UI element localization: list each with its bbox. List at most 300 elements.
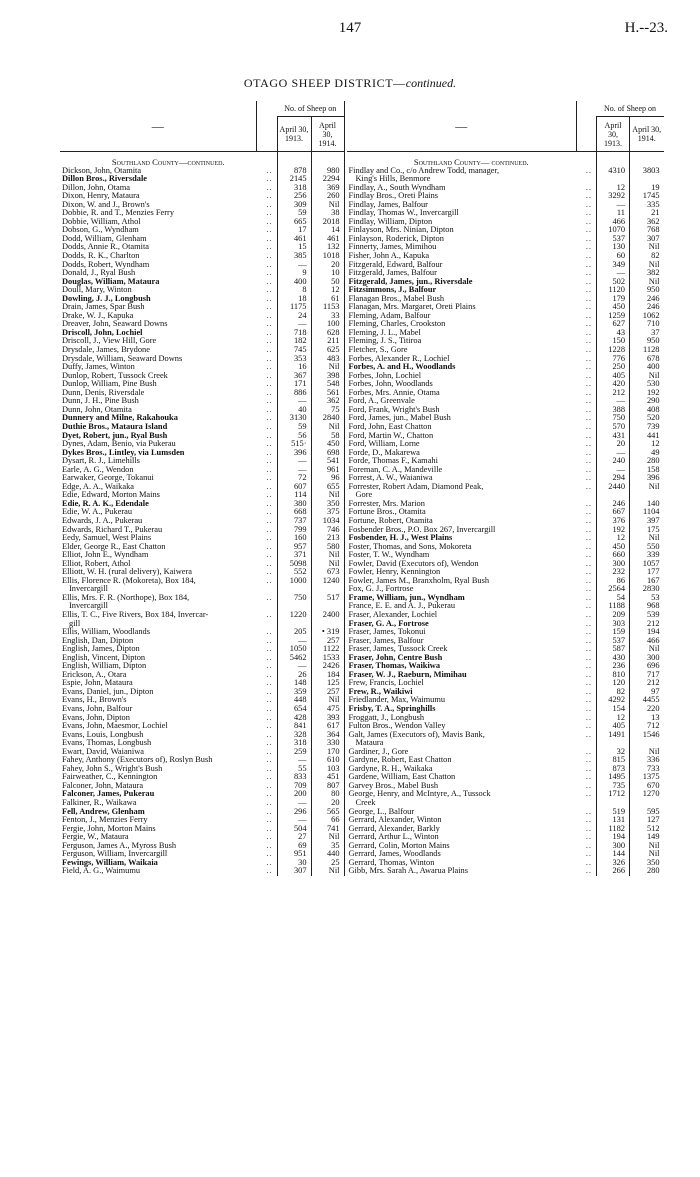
holder-name: Fowler, David (Executors of), Wendon	[348, 559, 479, 568]
leader-dots: ..	[585, 320, 592, 329]
holder-name: English, William, Dipton	[62, 662, 147, 671]
table-row	[60, 389, 344, 398]
table-row	[60, 320, 344, 329]
sheep-1913: 16	[277, 363, 311, 372]
sheep-1914: 1153	[311, 303, 344, 312]
table-row	[347, 286, 664, 295]
sheep-1913: 461	[277, 235, 311, 244]
sheep-1914: 617	[311, 722, 344, 731]
holder-name: Froggatt, J., Longbush	[348, 713, 425, 722]
table-row	[60, 329, 344, 338]
holder-name: Flanagan, Mrs. Margaret, Oreti Plains	[348, 303, 476, 312]
holder-name: Fowler, Henry, Kennington	[348, 568, 441, 577]
leader-dots: ..	[266, 217, 273, 226]
holder-name: Dreaver, John, Seaward Downs	[62, 320, 168, 329]
sheep-1913: 303	[597, 620, 630, 629]
holder-name: Ford, Martin W., Chatton	[348, 431, 434, 440]
sheep-1913: 537	[597, 235, 630, 244]
table-row	[60, 449, 344, 458]
leader-dots: ..	[266, 816, 273, 825]
leader-dots: ..	[266, 713, 273, 722]
table-row	[347, 226, 664, 235]
sheep-1913: 405	[597, 722, 630, 731]
table-row	[60, 816, 344, 825]
leader-dots: ..	[266, 431, 273, 440]
table-row	[347, 167, 664, 176]
leader-dots: ..	[266, 628, 273, 637]
sheep-1913: 799	[277, 526, 311, 535]
holder-name: Fleming, Charles, Crookston	[348, 320, 446, 329]
holder-name: Duffy, James, Winton	[62, 363, 135, 372]
table-row	[347, 705, 664, 714]
table-row	[60, 295, 344, 304]
holder-name: Forrester, Robert Adam, Diamond Peak,	[348, 482, 484, 491]
sheep-1913: 82	[597, 688, 630, 697]
leader-dots: ..	[585, 662, 592, 671]
table-row	[60, 355, 344, 364]
holder-name: Gardyne, Robert, East Chatton	[348, 756, 452, 765]
holder-name: Friedlander, Max, Waimumu	[348, 696, 446, 705]
leader-dots: ..	[585, 773, 592, 782]
sheep-1913: 27	[277, 833, 311, 842]
sheep-1914: • 319	[311, 628, 344, 637]
table-row	[60, 696, 344, 705]
sheep-1913: 502	[597, 278, 630, 287]
table-row	[60, 833, 344, 842]
title-text: OTAGO SHEEP DISTRICT—	[243, 76, 406, 90]
leader-dots: ..	[266, 166, 273, 175]
leader-dots: ..	[585, 371, 592, 380]
holder-name: Garvey Bros., Mabel Bush	[348, 781, 439, 790]
sheep-1914: 300	[630, 654, 664, 663]
sheep-1914: 2426	[311, 662, 344, 671]
table-row	[60, 722, 344, 731]
table-row	[60, 414, 344, 423]
table-row	[347, 303, 664, 312]
table-row	[347, 320, 664, 329]
holder-name: Espie, John, Mataura	[62, 679, 133, 688]
leader-dots: ..	[585, 551, 592, 560]
table-row	[60, 508, 344, 517]
leader-dots	[256, 602, 277, 611]
holder-name: English, Dan, Dipton	[62, 636, 134, 645]
sheep-1914: 746	[311, 526, 344, 535]
leader-dots: ..	[266, 610, 273, 619]
leader-dots: ..	[266, 252, 273, 261]
sheep-1914: 1057	[630, 560, 664, 569]
sheep-1913: 300	[597, 560, 630, 569]
sheep-1914: 461	[311, 235, 344, 244]
sheep-1913: 737	[277, 517, 311, 526]
sheep-1913: 246	[597, 500, 630, 509]
table-row	[347, 560, 664, 569]
sheep-1913: 182	[277, 337, 311, 346]
table-row	[60, 765, 344, 774]
sheep-1914: 375	[311, 508, 344, 517]
table-row	[347, 748, 664, 757]
sheep-1914: 1122	[311, 645, 344, 654]
table-row	[60, 688, 344, 697]
leader-dots: ..	[585, 431, 592, 440]
leader-dots: ..	[266, 474, 273, 483]
sheep-1914: 466	[630, 637, 664, 646]
sheep-1914: 1062	[630, 312, 664, 321]
sheep-1913: 878	[277, 167, 311, 176]
leader-dots: ..	[585, 568, 592, 577]
table-row	[60, 500, 344, 509]
sheep-1914: 212	[630, 679, 664, 688]
sheep-1913: 627	[597, 320, 630, 329]
holder-name: Drysdale, William, Seaward Downs	[62, 354, 183, 363]
sheep-1914: 213	[311, 534, 344, 543]
sheep-1913: 841	[277, 722, 311, 731]
sheep-1914: 807	[311, 782, 344, 791]
sheep-1914	[630, 739, 664, 748]
leader-dots: ..	[266, 850, 273, 859]
holder-name: Fergie, John, Morton Mains	[62, 824, 156, 833]
leader-dots: ..	[266, 508, 273, 517]
leader-dots: ..	[266, 679, 273, 688]
page-reference: H.--23.	[624, 20, 668, 36]
sheep-1913: 735	[597, 782, 630, 791]
sheep-1914: 50	[311, 278, 344, 287]
sheep-1914: 38	[311, 209, 344, 218]
leader-dots: ..	[266, 645, 273, 654]
sheep-1913: —	[277, 320, 311, 329]
sheep-1914: 140	[630, 500, 664, 509]
holder-name: Falconer, John, Mataura	[62, 781, 144, 790]
table-row	[347, 808, 664, 817]
leader-dots: ..	[266, 269, 273, 278]
table-row	[347, 816, 664, 825]
holder-name: Edwards, J. A., Pukerau	[62, 516, 143, 525]
holder-name: Dunn, J. H., Pine Bush	[62, 397, 139, 406]
name-column-header: —	[60, 101, 256, 152]
sheep-1914: 396	[630, 474, 664, 483]
leader-dots: ..	[585, 311, 592, 320]
sheep-1914: 450	[311, 440, 344, 449]
leader-dots: ..	[585, 363, 592, 372]
table-row	[60, 363, 344, 372]
holder-name: George, L., Balfour	[348, 807, 415, 816]
sheep-1914: 21	[630, 209, 664, 218]
leader-dots: ..	[585, 388, 592, 397]
leader-dots: ..	[266, 858, 273, 867]
table-row	[60, 278, 344, 287]
holder-name: Elliott, W. H. (rural delivery), Kaiwera	[62, 568, 193, 577]
leader-dots: ..	[585, 465, 592, 474]
sheep-1913: 359	[277, 688, 311, 697]
leader-dots: ..	[585, 209, 592, 218]
sheep-1914: 13	[630, 714, 664, 723]
table-row	[347, 295, 664, 304]
holder-name: Edie, W. A., Pukerau	[62, 508, 133, 517]
sheep-1914: 66	[311, 816, 344, 825]
holder-name: Evans, John, Dipton	[62, 713, 130, 722]
leader-dots: ..	[585, 645, 592, 654]
table-row	[347, 620, 664, 629]
leader-dots: ..	[585, 585, 592, 594]
holder-name: Dunlop, Robert, Tussock Creek	[62, 371, 168, 380]
leader-dots: ..	[266, 277, 273, 286]
table-row	[347, 372, 664, 381]
table-row	[347, 397, 664, 406]
table-row	[60, 611, 344, 620]
sheep-1913: —	[597, 201, 630, 210]
table-row	[60, 825, 344, 834]
sheep-1913: 951	[277, 850, 311, 859]
sheep-1914: 717	[630, 671, 664, 680]
sheep-1913	[277, 620, 311, 629]
sheep-1913: 56	[277, 432, 311, 441]
sheep-1914: 364	[311, 731, 344, 740]
leader-dots: ..	[266, 482, 273, 491]
table-row	[60, 645, 344, 654]
holder-name: Fosbender Bros., P.O. Box 267, Invercargill	[348, 525, 496, 534]
sheep-1914: 1546	[630, 731, 664, 740]
table-row	[347, 500, 664, 509]
table-row	[347, 850, 664, 859]
sheep-1913: —	[597, 466, 630, 475]
leader-dots: ..	[585, 602, 592, 611]
sheep-1913: 430	[597, 654, 630, 663]
sheep-1913	[597, 739, 630, 748]
holder-name: Falconer, James, Pukerau	[62, 790, 155, 799]
table-row	[60, 243, 344, 252]
year-1914-header: April 30, 1914.	[630, 117, 664, 152]
sheep-1913: 209	[597, 611, 630, 620]
leader-dots: ..	[585, 576, 592, 585]
holder-name: Fowler, James M., Branxholm, Ryal Bush	[348, 576, 490, 585]
sheep-1913: 15	[277, 243, 311, 252]
holder-name: Dobson, G., Wyndham	[62, 226, 139, 235]
table-row	[60, 483, 344, 492]
sheep-1913: 367	[277, 372, 311, 381]
sheep-1914: 610	[311, 756, 344, 765]
sheep-1913: 266	[597, 867, 630, 876]
table-row	[60, 714, 344, 723]
sheep-1914: Nil	[630, 261, 664, 270]
table-row	[60, 432, 344, 441]
holder-name: Evans, John, Maesmor, Lochiel	[62, 722, 168, 731]
table-row	[60, 859, 344, 868]
leader-dots: ..	[585, 243, 592, 252]
holder-name: Invercargill	[69, 602, 108, 611]
leader-dots: ..	[585, 457, 592, 466]
sheep-1914: 1375	[630, 773, 664, 782]
sheep-1913: 570	[597, 423, 630, 432]
leader-dots: ..	[585, 508, 592, 517]
leader-dots: ..	[266, 311, 273, 320]
leader-dots: ..	[266, 773, 273, 782]
holder-name: Duthie Bros., Mataura Island	[62, 422, 168, 431]
holder-name: Drake, W. J., Kapuka	[62, 311, 134, 320]
holder-name: Dunnery and Milne, Rakahouka	[62, 414, 178, 423]
holder-name: Fleming, J. S., Titiroa	[348, 337, 422, 346]
sheep-1913: 1182	[597, 825, 630, 834]
leader-dots: ..	[585, 337, 592, 346]
sheep-1914: 1240	[311, 577, 344, 586]
table-row	[60, 286, 344, 295]
leader-dots: ..	[585, 440, 592, 449]
holder-name: Gore	[355, 491, 373, 500]
holder-name: Dyet, Robert, jun., Ryal Bush	[62, 431, 168, 440]
sheep-1914	[311, 602, 344, 611]
sheep-1914: 339	[630, 551, 664, 560]
holder-name: Erickson, A., Otara	[62, 670, 127, 679]
table-row	[60, 491, 344, 500]
sheep-1913: 4310	[597, 167, 630, 176]
table-row	[60, 466, 344, 475]
sheep-1913	[277, 602, 311, 611]
table-row	[60, 192, 344, 201]
leader-dots: ..	[266, 559, 273, 568]
sheep-1914: 2400	[311, 611, 344, 620]
sheep-1914: 541	[311, 457, 344, 466]
table-row	[347, 585, 664, 594]
leader-dots: ..	[585, 234, 592, 243]
sheep-1913: 654	[277, 705, 311, 714]
holder-name: Evans, John, Balfour	[62, 705, 133, 713]
table-row	[60, 662, 344, 671]
sheep-1914	[311, 585, 344, 594]
leader-dots: ..	[585, 525, 592, 534]
sheep-1914: Nil	[630, 842, 664, 851]
holder-name: Creek	[355, 799, 376, 808]
sheep-1913: 450	[597, 543, 630, 552]
leader-dots: ..	[266, 516, 273, 525]
leader-dots: ..	[266, 781, 273, 790]
sheep-1914: 177	[630, 568, 664, 577]
sheep-1914: 80	[311, 790, 344, 799]
leader-dots: ..	[266, 747, 273, 756]
sheep-1914: 211	[311, 337, 344, 346]
leader-dots: ..	[585, 277, 592, 286]
sheep-1914: 550	[630, 543, 664, 552]
holder-name: Fitzsimmons, J., Balfour	[348, 286, 437, 295]
sheep-1913: 179	[597, 295, 630, 304]
holder-name: English, James, Dipton	[62, 645, 140, 654]
table-row	[347, 440, 664, 449]
sheep-1913: 607	[277, 483, 311, 492]
table-row	[60, 790, 344, 799]
table-row	[347, 526, 664, 535]
sheep-1914: 741	[311, 825, 344, 834]
sheep-1913: 466	[597, 218, 630, 227]
sheep-1913: 240	[597, 457, 630, 466]
table-row	[60, 380, 344, 389]
sheep-1914: 35	[311, 842, 344, 851]
holder-name: Earle, A. G., Wendon	[62, 465, 134, 474]
table-row	[60, 577, 344, 586]
sheep-1914: Nil	[311, 423, 344, 432]
holder-name: Dynes, Adam, Benio, via Pukerau	[62, 440, 176, 449]
sheep-1913: 431	[597, 432, 630, 441]
sheep-1913: 131	[597, 816, 630, 825]
holder-name: Fletcher, S., Gore	[348, 346, 408, 355]
leader-dots: ..	[266, 243, 273, 252]
holder-name: Fahey, Anthony (Executors of), Roslyn Bush	[62, 756, 213, 765]
holder-name: Dowling, J. J., Longbush	[62, 294, 151, 303]
sheep-1913: 30	[277, 859, 311, 868]
table-row	[60, 526, 344, 535]
sheep-1914: Nil	[630, 850, 664, 859]
leader-dots: ..	[585, 414, 592, 423]
holder-name: Driscoll, J., View Hill, Gore	[62, 337, 157, 346]
table-row	[60, 850, 344, 859]
sheep-1914: 2840	[311, 414, 344, 423]
holder-name: Falkiner, R., Waikawa	[62, 799, 137, 808]
table-row	[347, 551, 664, 560]
sheep-1913: 130	[597, 243, 630, 252]
table-row	[60, 543, 344, 552]
sheep-1913: 1000	[277, 577, 311, 586]
sheep-1914: 97	[630, 688, 664, 697]
sheep-1913: 873	[597, 765, 630, 774]
holder-name: France, E. E. and A. J., Pukerau	[348, 602, 456, 611]
holder-name: Forrest, A. W., Waianiwa	[348, 474, 433, 483]
sheep-1913: 26	[277, 671, 311, 680]
sheep-1914: 336	[630, 756, 664, 765]
sheep-1913	[597, 175, 630, 184]
sheep-1913: 371	[277, 551, 311, 560]
table-row	[60, 175, 344, 184]
sheep-1913: 59	[277, 209, 311, 218]
leader-dots: ..	[585, 328, 592, 337]
holder-name: Fleming, Adam, Balfour	[348, 311, 431, 320]
leader-dots: ..	[266, 388, 273, 397]
table-row	[60, 261, 344, 270]
holder-name: Dodd, William, Glenham	[62, 234, 147, 243]
table-row	[60, 184, 344, 193]
leader-dots: ..	[585, 516, 592, 525]
leader-dots: ..	[585, 764, 592, 773]
sheep-1913: —	[597, 269, 630, 278]
sheep-1914: Nil	[630, 645, 664, 654]
sheep-1913: 60	[597, 252, 630, 261]
leader-dots: ..	[266, 346, 273, 355]
leader-dots: ..	[585, 781, 592, 790]
leader-dots: ..	[585, 670, 592, 679]
sheep-1914: 58	[311, 432, 344, 441]
table-row	[60, 637, 344, 646]
table-row	[347, 432, 664, 441]
leader-dots: ..	[266, 440, 273, 449]
sheep-1913: 318	[277, 739, 311, 748]
sheep-1913: —	[277, 261, 311, 270]
leader-dots: ..	[585, 499, 592, 508]
leader-dots: ..	[266, 799, 273, 808]
left-sheep-table	[60, 101, 345, 876]
sheep-1913: 380	[277, 500, 311, 509]
table-row	[347, 679, 664, 688]
leader-dots: ..	[585, 696, 592, 705]
section-heading: Southland County—continued.	[111, 157, 225, 167]
holder-name: Dixon, Henry, Mataura	[62, 192, 140, 201]
leader-dots: ..	[585, 303, 592, 312]
sheep-1914: 1018	[311, 252, 344, 261]
sheep-1913: 1175	[277, 303, 311, 312]
sheep-1913: 1070	[597, 226, 630, 235]
table-row	[347, 449, 664, 458]
holder-name: Ford, John, East Chatton	[348, 422, 432, 431]
leader-dots	[577, 739, 597, 748]
table-row	[347, 799, 664, 808]
sheep-1913: 519	[597, 808, 630, 817]
leader-dots: ..	[585, 422, 592, 431]
sheep-1914: 398	[311, 372, 344, 381]
sheep-1914: Nil	[311, 696, 344, 705]
